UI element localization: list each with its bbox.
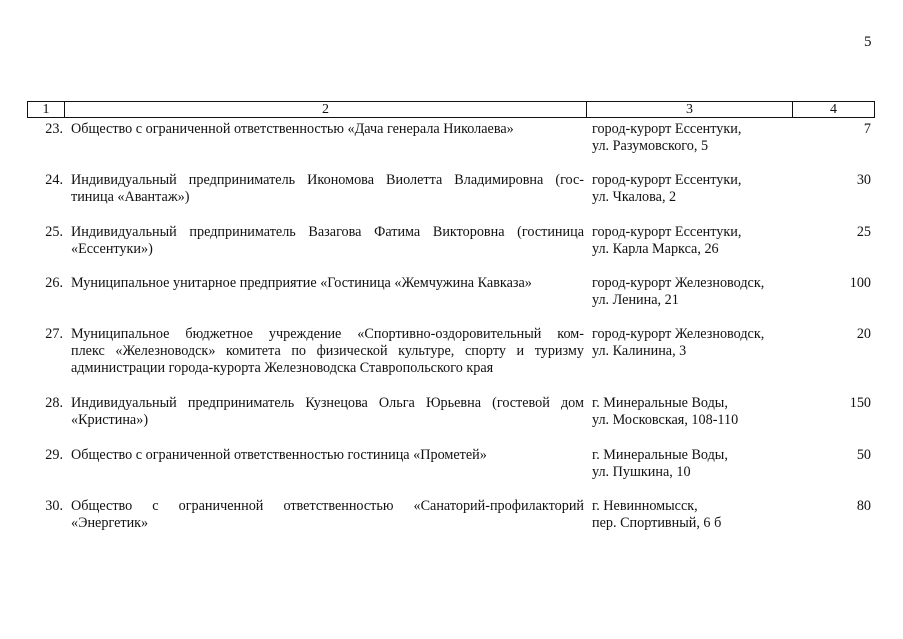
address [592,121,792,155]
address [592,326,792,360]
organization-name-line: Индивидуальный предприниматель Вазагова Фатима Викторовна (гостиница [71,224,584,240]
address [592,447,792,481]
address [592,275,792,309]
address-line: город-курорт Ессентуки, [592,224,742,240]
organization-name-line: «Энергетик» [71,515,149,531]
organization-name [71,447,584,464]
organization-name-line: Индивидуальный предприниматель Икономова Виолетта Владимировна (гос- [71,172,584,188]
organization-name-line: «Ессентуки») [71,241,153,257]
address-line: ул. Разумовского, 5 [592,138,709,154]
capacity-count: 150 [849,395,871,411]
organization-name-line: «Кристина») [71,412,149,428]
organization-name [71,121,584,138]
capacity-count: 80 [856,498,871,514]
header-col-1: 1 [42,102,50,117]
header-col-3: 3 [686,102,693,117]
address [592,395,792,429]
organization-name [71,224,584,258]
address-line: город-курорт Железноводск, [592,275,765,291]
address [592,498,792,532]
organization-name-line: Муниципальное унитарное предприятие «Гостиница «Жемчужина Кавказа» [71,275,532,291]
page-number: 5 [864,34,872,50]
row-number: 27. [45,326,63,342]
address-line: город-курорт Ессентуки, [592,172,742,188]
address [592,224,792,258]
capacity-count: 20 [856,326,871,342]
address-line: ул. Московская, 108-110 [592,412,739,428]
organization-name [71,275,584,292]
organization-name-line: Индивидуальный предприниматель Кузнецова Ольга Юрьевна (гостевой дом [71,395,584,411]
organization-name-line: Общество с ограниченной ответственностью «Санаторий-профилакторий [71,498,584,514]
header-col-4: 4 [830,102,837,117]
capacity-count: 50 [856,447,871,463]
address-line: город-курорт Железноводск, [592,326,765,342]
organization-name-line: Муниципальное бюджетное учреждение «Спортивно-оздоровительный ком- [71,326,584,342]
organization-name-line: администрации города-курорта Железноводска Ставропольского края [71,360,494,376]
address-line: ул. Пушкина, 10 [592,464,691,480]
capacity-count: 25 [856,224,871,240]
row-number: 29. [45,447,63,463]
header-col-2: 2 [322,102,329,117]
row-number: 24. [45,172,63,188]
address-line: ул. Калинина, 3 [592,343,687,359]
address-line: ул. Карла Маркса, 26 [592,241,719,257]
organization-name [71,326,584,377]
address-line: ул. Ленина, 21 [592,292,679,308]
address [592,172,792,206]
row-number: 23. [45,121,63,137]
organization-name [71,498,584,532]
address-line: г. Невинномысск, [592,498,698,514]
row-number: 28. [45,395,63,411]
address-line: пер. Спортивный, 6 б [592,515,722,531]
organization-name-line: Общество с ограниченной ответственностью гостиница «Прометей» [71,447,487,463]
address-line: г. Минеральные Воды, [592,395,728,411]
organization-name [71,172,584,206]
row-number: 26. [45,275,63,291]
row-number: 25. [45,224,63,240]
organization-name-line: тиница «Авантаж») [71,189,190,205]
row-number: 30. [45,498,63,514]
organization-name [71,395,584,429]
organization-name-line: Общество с ограниченной ответственностью «Дача генерала Николаева» [71,121,514,137]
capacity-count: 7 [863,121,871,137]
organization-name-line: плекс «Железноводск» комитета по физической культуре, спорту и туризму [71,343,584,359]
address-line: ул. Чкалова, 2 [592,189,677,205]
capacity-count: 30 [856,172,871,188]
address-line: г. Минеральные Воды, [592,447,728,463]
capacity-count: 100 [849,275,871,291]
table-header [27,101,875,118]
address-line: город-курорт Ессентуки, [592,121,742,137]
